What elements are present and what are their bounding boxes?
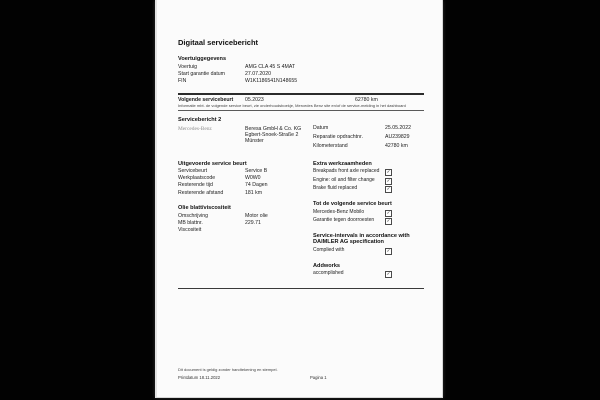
meta-row [313,144,424,150]
field-value: W0W0 [245,175,261,182]
oil-row [178,228,313,234]
checklist-label: Garantie tegen doorroesten [313,217,375,224]
field-label: Reparatie opdrachtnr. [313,133,363,140]
checkbox-checked-icon: ✓ [386,271,391,277]
field-label: Kilometerstand [313,142,348,149]
vehicle-row [178,65,424,71]
checkbox-checked-icon: ✓ [386,247,391,253]
checklist-item [313,218,425,224]
field-value: 25.05.2022 [385,124,411,131]
document-content [157,0,442,397]
service-meta [313,126,424,153]
meta-row [313,126,424,132]
field-value: W1K1186541N148655 [245,77,298,84]
mercedes-benz-wordmark: Mercedes-Benz [178,125,212,132]
vehicle-row [178,72,424,78]
field-value: Motor olie [245,212,268,219]
validity-note: Dit document is geldig zonder handtekening en stempel. [178,368,278,373]
field-value: AU239829 [385,133,410,140]
dealer-city: Münster [245,138,264,145]
field-label: Servicebeurt [178,168,208,175]
next-service-date: 05.2023 [245,96,264,103]
checkbox-checked-icon: ✓ [386,218,391,224]
addworks-section [313,263,425,278]
checklist-label: Breakpads front axle replaced [313,168,380,175]
checkbox-checked-icon: ✓ [386,169,391,175]
oil-section-header: Olie blatt/viscositeit [178,205,231,212]
page-number: Pagina 1 [310,375,327,380]
right-column [313,161,425,287]
performed-service-section [178,161,313,197]
two-column-area [178,161,424,287]
print-date: Printdatum 18.11.2022 [178,375,221,380]
dealer-name: Beresa GmbH & Co. KG [245,125,302,132]
addworks-header: Addworks [313,262,341,269]
field-label: Werkplaatscode [178,175,216,182]
service-intervals-header: Service-intervals in accordance with DAIMLER AG specification [313,233,410,246]
field-label: Viscositeit [178,227,202,234]
field-label: Start garantie datum [178,70,226,77]
extra-work-header: Extra werkzaamheden [313,160,372,167]
checklist-item [313,210,425,216]
checklist-label: Brake fluid replaced [313,185,358,192]
service-report-header: Servicebericht 2 [178,117,222,124]
field-value: 181 km [245,189,263,196]
dealer-address [245,126,313,153]
page-title: Digitaal servicebericht [178,38,259,47]
field-value: 74 Dagen [245,182,268,189]
service-row [178,191,313,197]
checkbox-checked-icon: ✓ [386,186,391,192]
field-label: Omschrijving [178,212,208,219]
service-row [178,183,313,189]
vehicle-section-header: Voertuiggegevens [178,56,227,62]
field-label: Resterende tijd [178,182,213,189]
left-column [178,161,313,287]
checklist-item [313,186,425,192]
oil-row [178,214,313,220]
next-service-note: Informatie mbt. de volgende service beurt, zie onderhoudsboekje, Mercedes Benz site en/of de service-melding in het dashboard [178,103,406,108]
field-label: Voertuig [178,63,198,70]
field-value: AMG CLA 45 S 4MAT [245,63,296,70]
oil-row [178,221,313,227]
field-label: Resterende afstand [178,189,224,196]
checklist-label: accomplished [313,270,344,277]
service-document-page [155,0,443,398]
service-row [178,176,313,182]
footer-row [178,375,424,380]
checklist-item [313,248,425,254]
next-service-km: 62780 km [355,96,378,103]
next-service-label: Volgende servicebeurt [178,96,234,103]
field-value: 42780 km [385,142,408,149]
service-row [178,169,313,175]
checklist-item [313,169,425,175]
vehicle-row [178,79,424,85]
field-value [245,228,313,234]
until-next-service-header: Tot de volgende service beurt [313,201,392,208]
performed-service-header: Uitgevoerde service beurt [178,160,247,167]
field-value: 27.07.2020 [245,70,271,77]
checkbox-checked-icon: ✓ [386,177,391,183]
field-label: FIN [178,77,187,84]
checklist-item [313,178,425,184]
checklist-label: Engine: oil and filter change [313,176,375,183]
until-next-service-section [313,201,425,224]
checklist-label: Complied with [313,246,345,253]
checkbox-checked-icon: ✓ [386,209,391,215]
field-value: Service B [245,168,268,175]
field-label: MB blattnr. [178,219,203,226]
vehicle-section [178,56,424,84]
field-value: 229.71 [245,219,261,226]
next-service-strip [178,93,424,111]
extra-work-section [313,161,425,193]
document-footer [178,368,424,380]
section-divider [178,288,424,289]
dealer-street: Egbert-Snoek-Straße 2 [245,132,299,139]
service-intervals-section [313,233,425,254]
meta-row [313,135,424,141]
checklist-label: Mercedes-Benz Mobilo [313,208,365,215]
dealer-block [178,126,424,153]
oil-section [178,205,313,233]
checklist-item [313,271,425,277]
field-label: Datum [313,124,329,131]
